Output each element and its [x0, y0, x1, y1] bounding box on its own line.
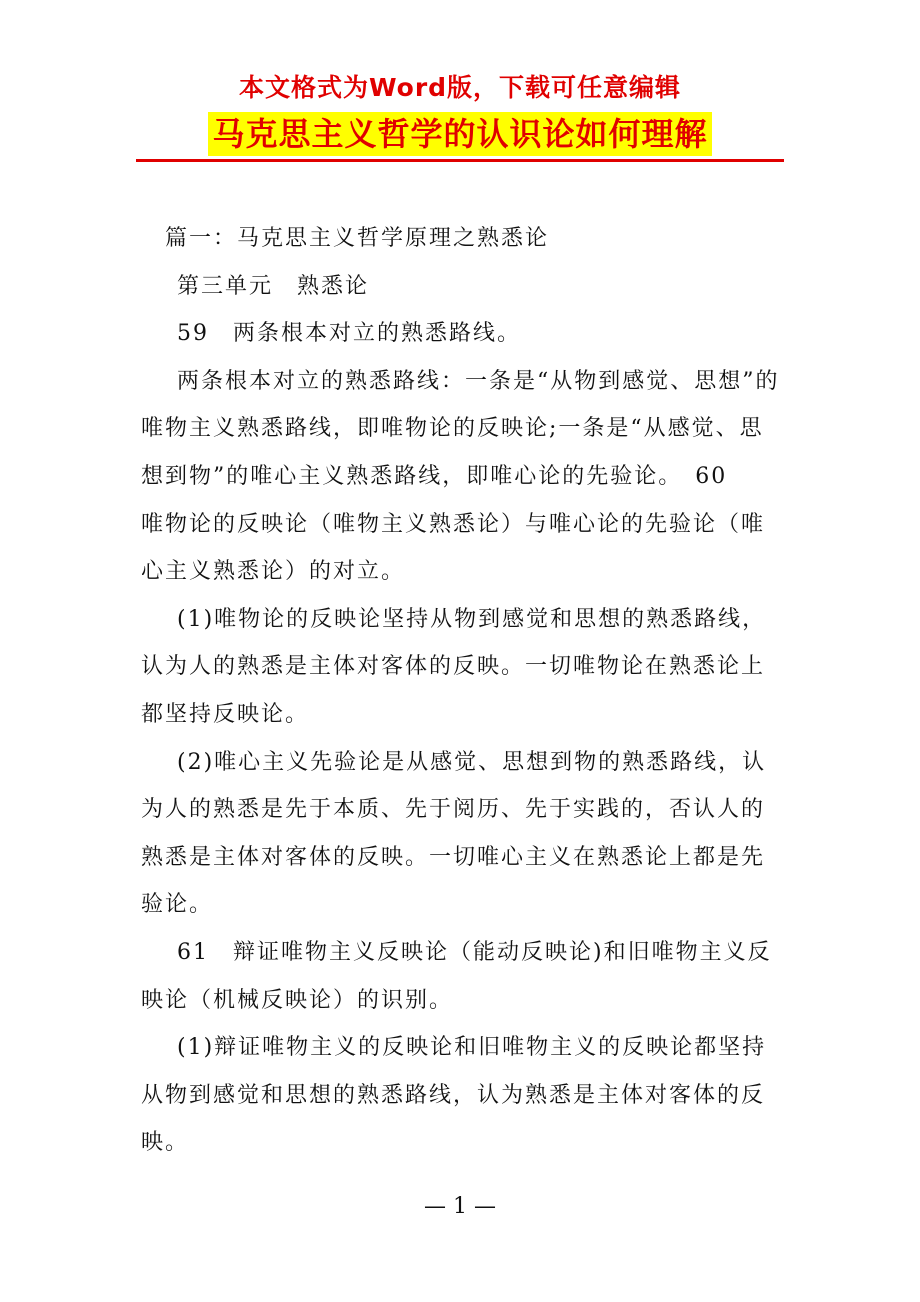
- format-notice: 本文格式为Word版，下载可任意编辑: [238, 73, 682, 102]
- page-number: — 1 —: [424, 1194, 496, 1219]
- paragraph-two-lines: 两条根本对立的熟悉路线：一条是“从物到感觉、思想”的唯物主义熟悉路线，即唯物论的反映论;一条是“从感觉、思想到物”的唯心主义熟悉路线，即唯心论的先验论。 60: [141, 368, 780, 489]
- title-container: [0, 112, 920, 156]
- paragraph-item-61: 61 辩证唯物主义反映论（能动反映论)和旧唯物主义反映论（机械反映论）的识别。: [141, 939, 772, 1013]
- paragraph-item-59: 59 两条根本对立的熟悉路线。: [177, 321, 521, 347]
- document-body: [141, 215, 786, 1167]
- paragraph-point-1: (1)唯物论的反映论坚持从物到感觉和思想的熟悉路线，认为人的熟悉是主体对客体的反映。一切唯物论在熟悉论上都坚持反映论。: [141, 606, 767, 727]
- paragraph-section-heading: 篇一：马克思主义哲学原理之熟悉论: [165, 226, 550, 251]
- paragraph-unit-heading: 第三单元 熟悉论: [177, 273, 370, 299]
- title-divider: [136, 159, 784, 162]
- paragraph-point-61-1: (1)辩证唯物主义的反映论和旧唯物主义的反映论都坚持从物到感觉和思想的熟悉路线，认为熟悉是主体对客体的反映。: [141, 1035, 767, 1156]
- paragraph-opposition: 唯物论的反映论（唯物主义熟悉论）与唯心论的先验论（唯心主义熟悉论）的对立。: [141, 511, 766, 585]
- document-title: 马克思主义哲学的认识论如何理解: [208, 112, 711, 156]
- paragraph-point-2: (2)唯心主义先验论是从感觉、思想到物的熟悉路线，认为人的熟悉是先于本质、先于阅历、先于实践的，否认人的熟悉是主体对客体的反映。一切唯心主义在熟悉论上都是先验论。: [141, 749, 767, 918]
